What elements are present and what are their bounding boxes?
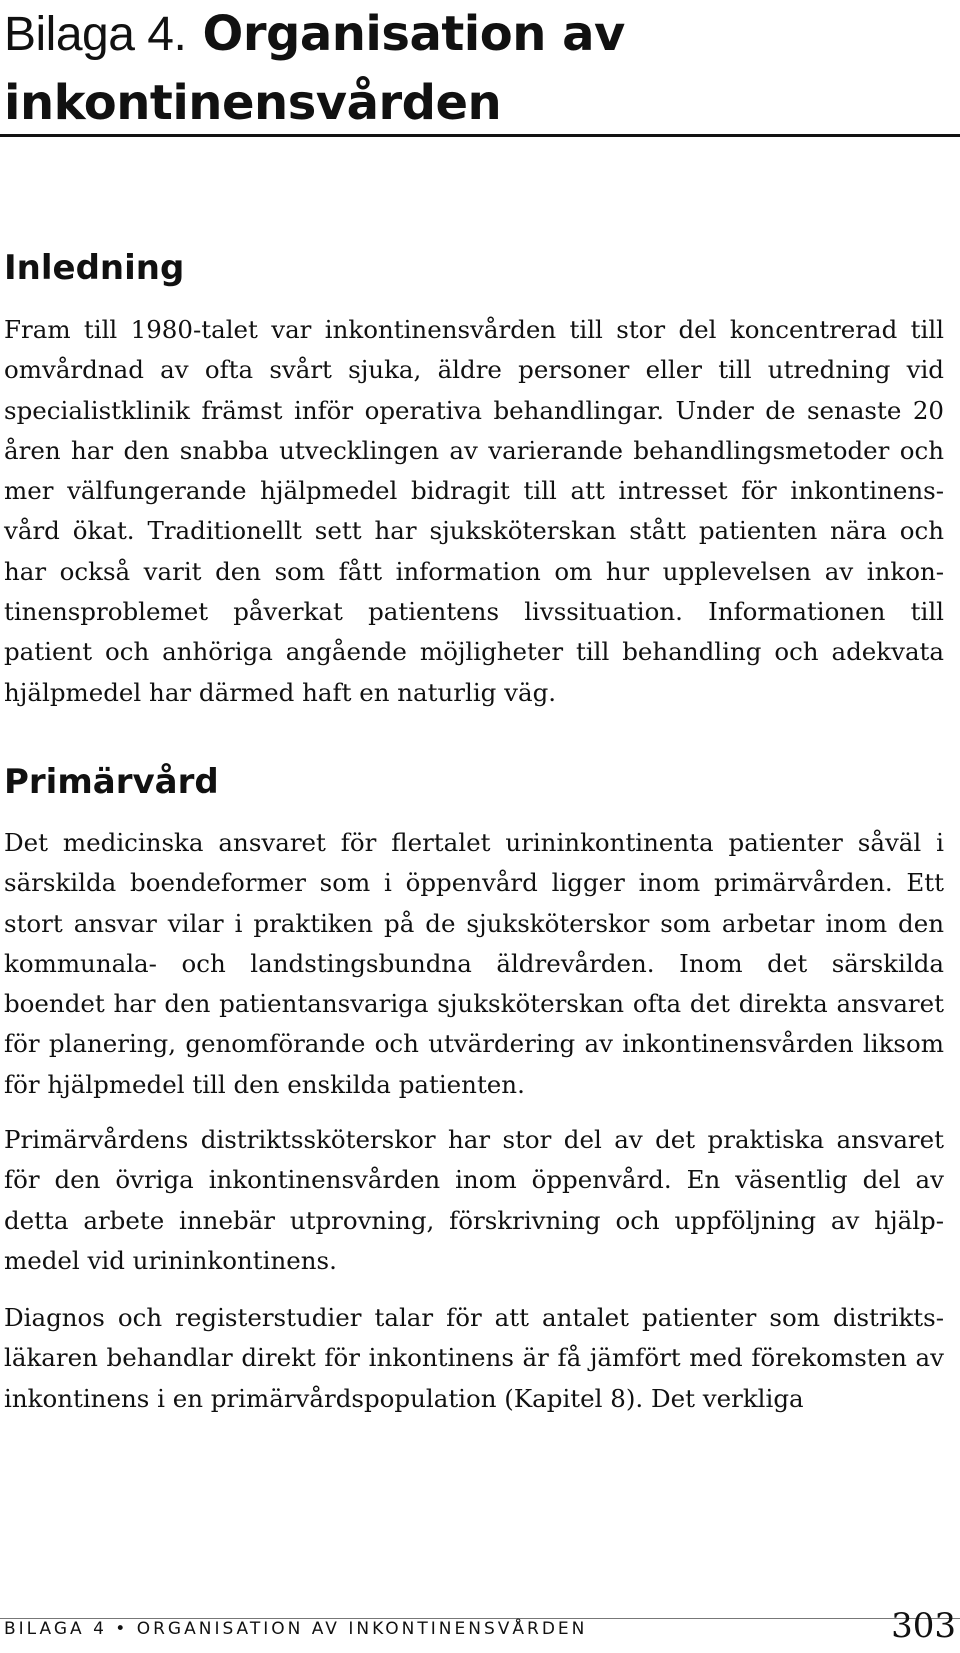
running-footer: BILAGA 4 • ORGANISATION AV INKONTINENSVÅRDEN xyxy=(4,1619,588,1639)
page-number: 303 xyxy=(891,1606,956,1646)
paragraph: Fram till 1980-talet var inkontinensvården till stor del koncentrerad till omvårdnad av ofta svårt sjuka, äldre personer eller till utredning vid specialistklinik främst inför operativa behandlingar. Under de senaste 20 åren har den snabba utvecklingen av varierande behandlingsmetoder och mer välfungerande hjälpmedel bidragit till att intresset för inkontinensvård ökat. Traditionellt sett har sjuksköterskan stått patienten nära och har också varit den som fått information om hur upplevelsen av inkontinensproblemet påverkat patientens livssituation. Informationen till patient och anhöriga angående möjligheter till behandling och adekvata hjälpmedel har därmed haft en naturlig väg. xyxy=(4,315,944,707)
section-heading-inledning: Inledning xyxy=(4,248,185,288)
page-title-main: Organisation av inkontinensvården xyxy=(4,6,625,131)
page-title xyxy=(4,0,954,137)
title-divider xyxy=(0,134,960,137)
section-heading-primarvard: Primärvård xyxy=(4,762,219,802)
paragraph: Diagnos och registerstudier talar för att antalet patienter som distriktsläkaren behandlar direkt för inkontinens är få jämfört med förekomsten av inkontinens i en primärvårdspopulation (Kapitel 8). Det verkliga xyxy=(4,1303,944,1413)
paragraph: Primärvårdens distriktssköterskor har stor del av det praktiska ansvaret för den övriga inkontinensvården inom öppenvård. En väsentlig del av detta arbete innebär utprovning, förskrivning och uppföljning av hjälpmedel vid urininkontinens. xyxy=(4,1125,944,1275)
page-title-prefix: Bilaga 4. xyxy=(4,8,187,61)
paragraph: Det medicinska ansvaret för flertalet urininkontinenta patienter såväl i särskilda boendeformer som i öppenvård ligger inom primärvården. Ett stort ansvar vilar i praktiken på de sjuksköterskor som arbetar inom den kommunala- och landstingsbundna äldrevården. Inom det särskilda boendet har den patientansvariga sjuksköterskan ofta det direkta ansvaret för planering, genomförande och utvärdering av inkontinensvården liksom för hjälpmedel till den enskilda patienten. xyxy=(4,828,944,1099)
